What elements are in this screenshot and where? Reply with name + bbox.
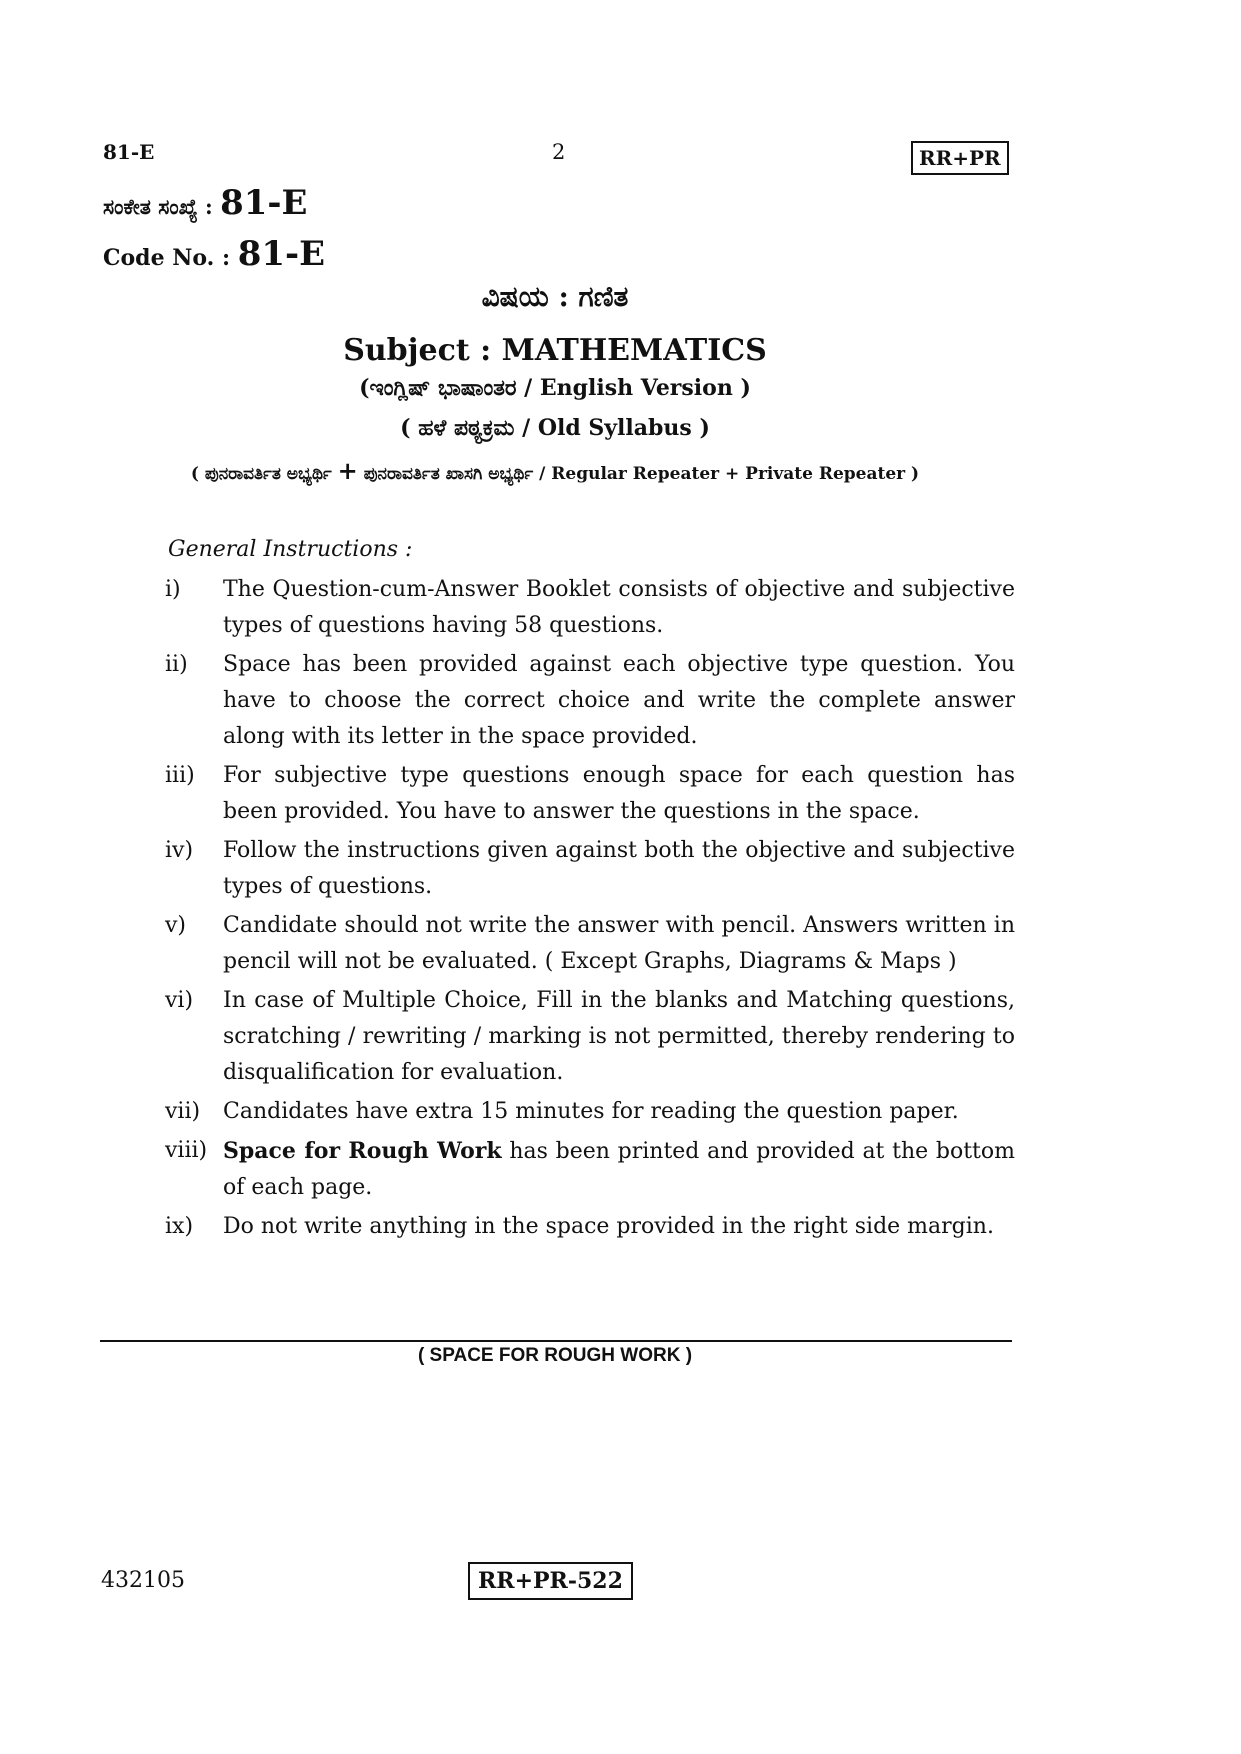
candidate-type-line — [0, 456, 1110, 485]
code-number-label: Code No. : — [103, 245, 231, 271]
rough-work-label: ( SPACE FOR ROUGH WORK ) — [417, 1345, 693, 1366]
instruction-item — [165, 647, 1015, 755]
instruction-item — [165, 1209, 1015, 1245]
instruction-item — [165, 908, 1015, 980]
instruction-text: Candidate should not write the answer with pencil. Answers written in pencil will not be evaluated. ( Except Graphs, Diagrams & Maps ) — [223, 913, 1015, 974]
code-number-line — [103, 234, 325, 274]
series-badge: RR+PR — [911, 141, 1009, 175]
instruction-emphasis: Space for Rough Work — [223, 1138, 502, 1164]
kannada-code-label: ಸಂಕೇತ ಸಂಖ್ಯೆ : — [103, 194, 213, 219]
instruction-number: v) — [165, 913, 187, 938]
instruction-text: Space has been provided against each objective type question. You have to choose the correct choice and write the complete answer along with its letter in the space provided. — [223, 652, 1015, 749]
instructions-list — [165, 572, 1015, 1248]
instruction-item — [165, 833, 1015, 905]
kannada-subject-title: ವಿಷಯ : ಗಣಿತ — [481, 280, 629, 313]
instruction-item — [165, 1133, 1015, 1206]
kannada-code-value: 81-E — [220, 183, 308, 223]
instruction-number: iii) — [165, 763, 195, 788]
kannada-code-line — [103, 183, 307, 223]
paper-code-short: 81-E — [103, 140, 155, 164]
code-number-value: 81-E — [237, 234, 326, 274]
instruction-text: Follow the instructions given against both the objective and subjective types of questions. — [223, 838, 1015, 899]
candidate-type-kannada: ( ಪುನರಾವರ್ತಿತ ಅಭ್ಯರ್ಥಿ — [190, 464, 332, 484]
instruction-text: In case of Multiple Choice, Fill in the blanks and Matching questions, scratching / rewriting / marking is not permitted, thereby rendering to disqualification for evaluation. — [223, 988, 1015, 1085]
instruction-item — [165, 758, 1015, 830]
instruction-item — [165, 1094, 1015, 1130]
instruction-number: i) — [165, 577, 181, 602]
instruction-text: For subjective type questions enough space for each question has been provided. You have to answer the questions in the space. — [223, 763, 1015, 824]
serial-number: 432105 — [101, 1568, 185, 1593]
instruction-text: The Question-cum-Answer Booklet consists of objective and subjective types of questions having 58 questions. — [223, 577, 1015, 638]
candidate-type-english: ಪುನರಾವರ್ತಿತ ಖಾಸಗಿ ಅಭ್ಯರ್ಥಿ / Regular Repeater + Private Repeater ) — [363, 464, 920, 484]
subject-title: Subject : MATHEMATICS — [343, 333, 767, 368]
rough-work-divider — [100, 1340, 1012, 1342]
instructions-heading: General Instructions : — [168, 537, 413, 562]
instruction-item — [165, 572, 1015, 644]
instruction-number: ix) — [165, 1214, 194, 1239]
instruction-number: viii) — [165, 1138, 208, 1163]
instruction-number: iv) — [165, 838, 194, 863]
instruction-number: vii) — [165, 1099, 201, 1124]
instruction-text-rest: has been printed and provided at the bottom of each page. — [223, 1139, 1016, 1200]
instruction-item — [165, 983, 1015, 1091]
footer-code-badge: RR+PR-522 — [468, 1562, 633, 1600]
instruction-number: ii) — [165, 652, 188, 677]
version-line: (ಇಂಗ್ಲಿಷ್ ಭಾಷಾಂತರ / English Version ) — [359, 375, 751, 401]
instruction-text: Candidates have extra 15 minutes for reading the question paper. — [223, 1099, 959, 1124]
syllabus-line: ( ಹಳೆ ಪಠ್ಯಕ್ರಮ / Old Syllabus ) — [400, 415, 710, 441]
plus-sign: + — [337, 456, 358, 485]
instruction-number: vi) — [165, 988, 194, 1013]
instruction-text: Do not write anything in the space provided in the right side margin. — [223, 1214, 994, 1239]
instruction-text — [223, 1133, 1015, 1206]
page-number: 2 — [552, 140, 566, 164]
